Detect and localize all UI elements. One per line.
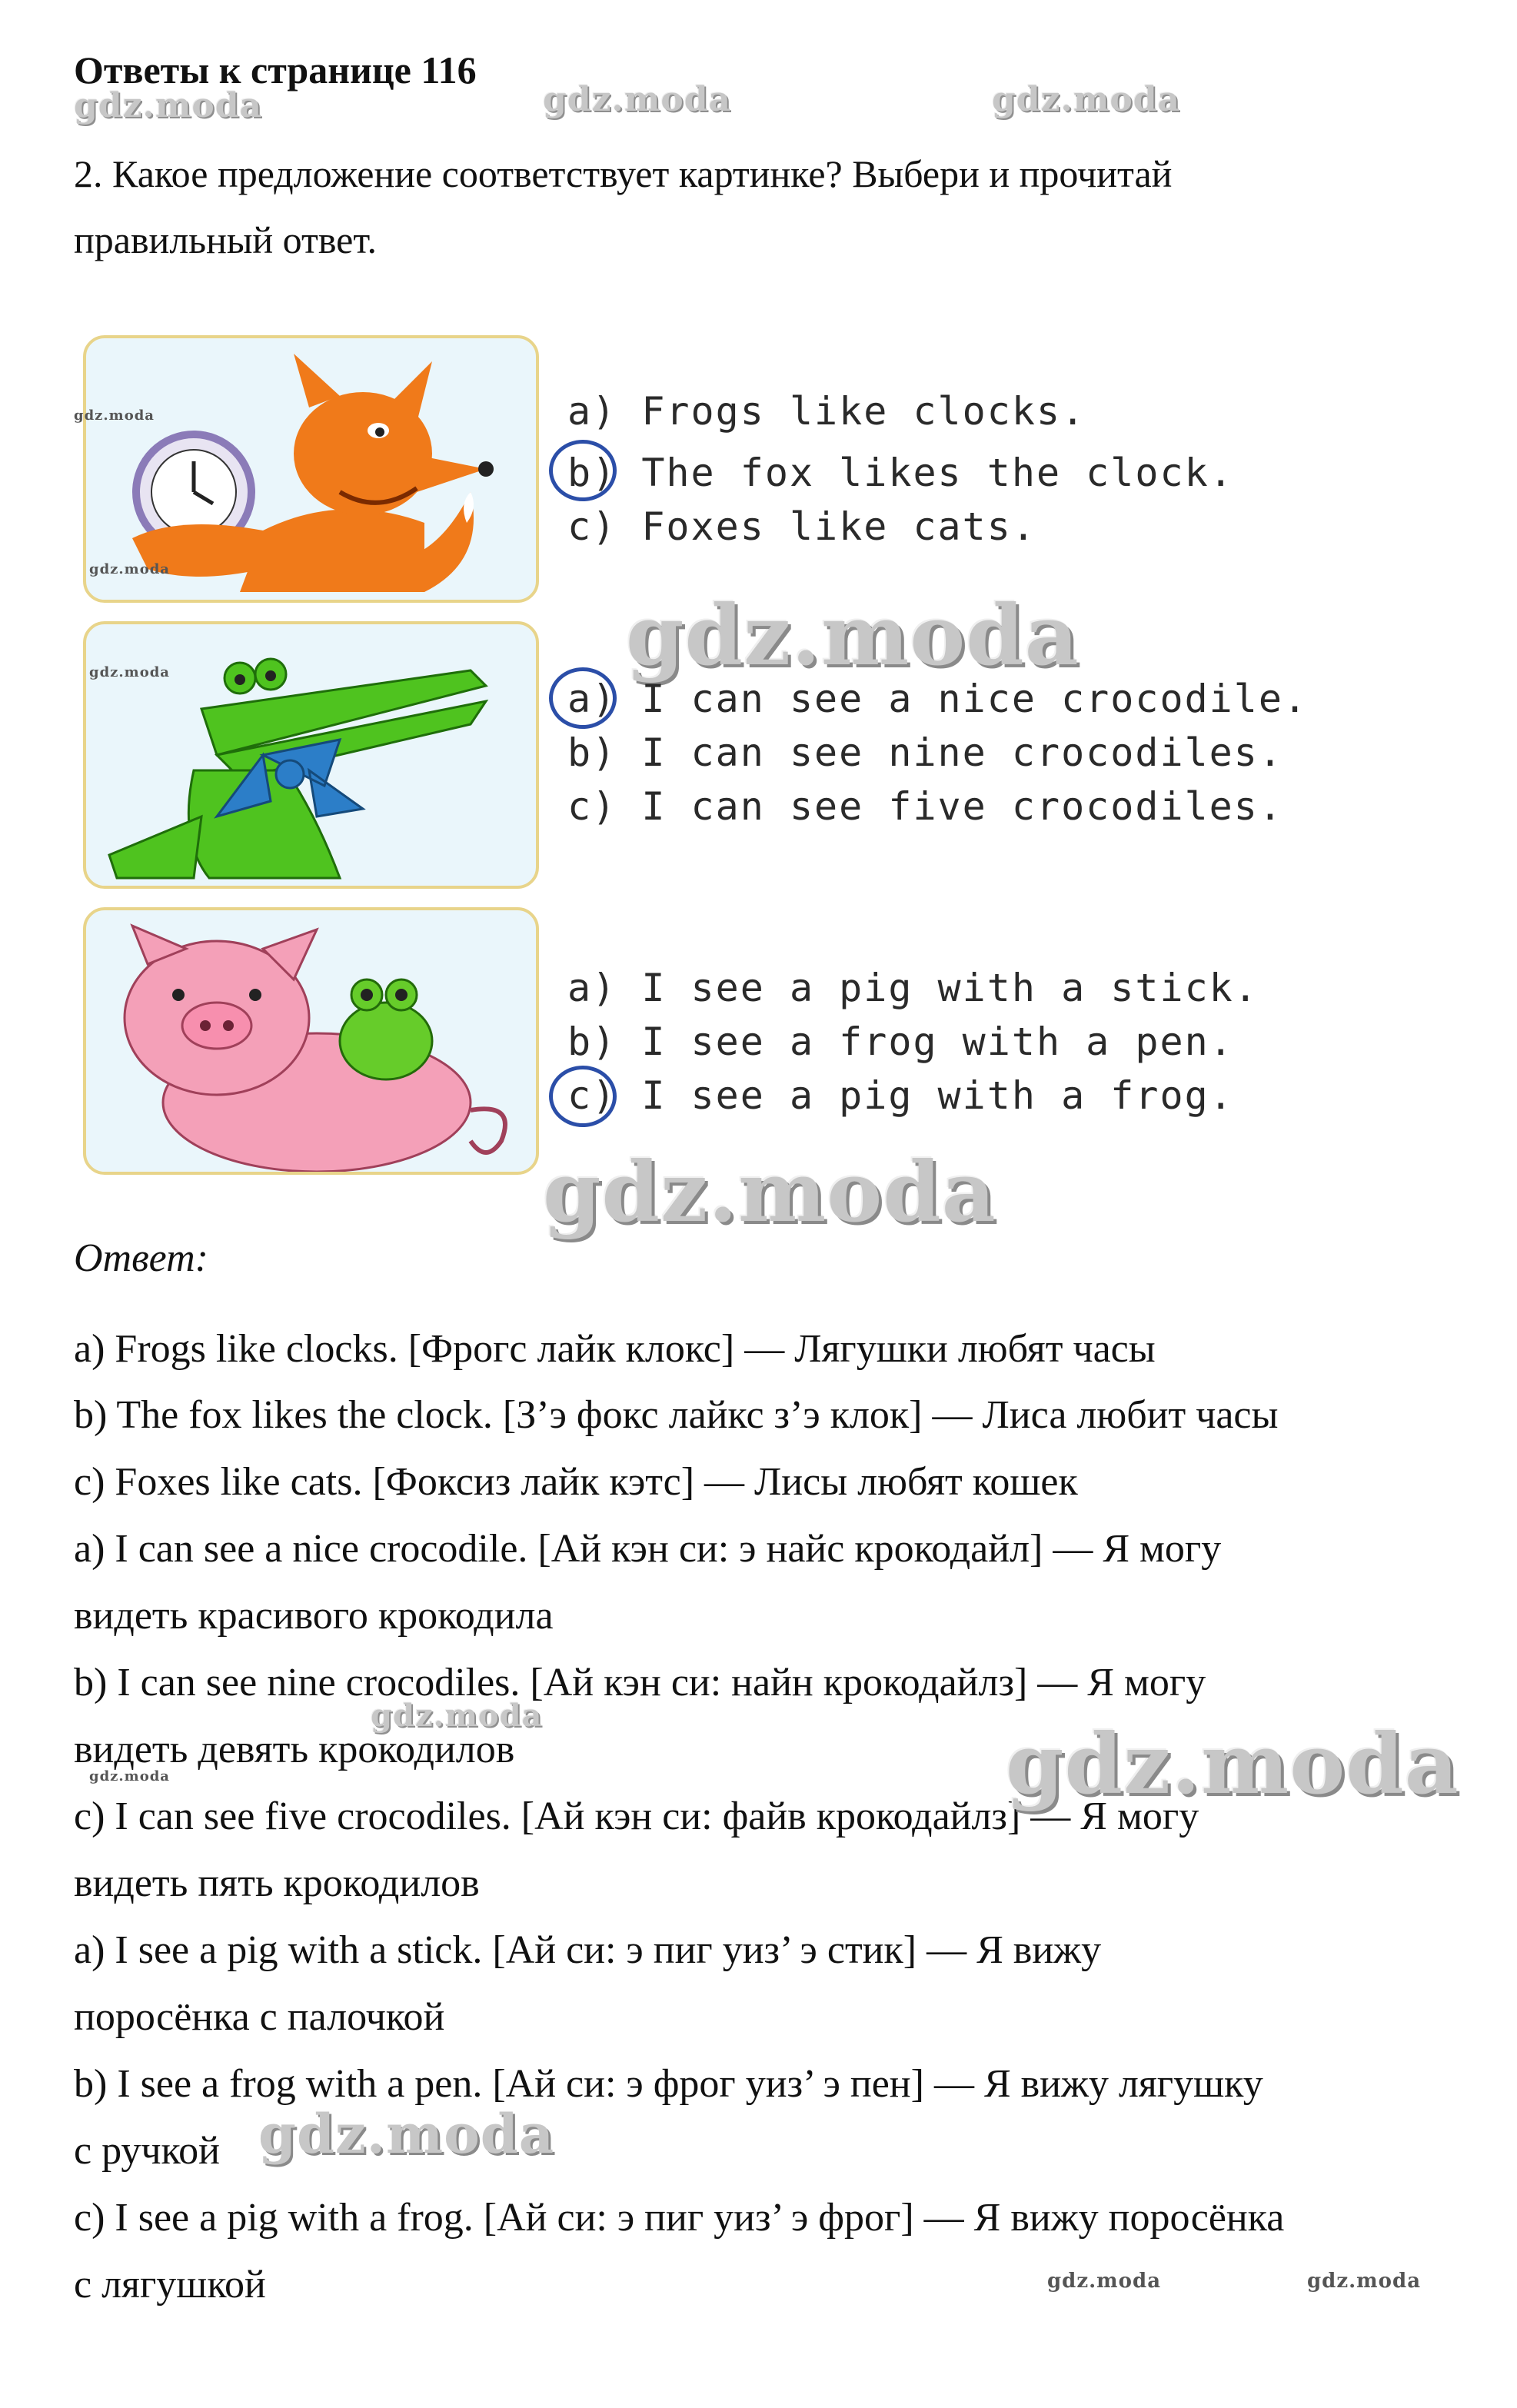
answer-line: видеть девять крокодилов bbox=[74, 1728, 515, 1771]
option-letter: a) bbox=[567, 966, 617, 1010]
option-letter: c) bbox=[567, 1073, 617, 1118]
watermark: gdz.moda bbox=[89, 561, 170, 577]
option-letter: c) bbox=[567, 784, 617, 829]
answer-line: c) I can see five crocodiles. [Ай кэн си: файв крокодайлз] — Я могу bbox=[74, 1794, 1199, 1838]
option-text: I can see nine crocodiles. bbox=[641, 730, 1283, 775]
option-text: The fox likes the clock. bbox=[641, 451, 1234, 495]
crocodile-picture bbox=[83, 621, 539, 889]
option-text: I see a frog with a pen. bbox=[641, 1019, 1234, 1064]
answer-line: видеть пять крокодилов bbox=[74, 1861, 480, 1905]
option-letter: a) bbox=[567, 389, 617, 434]
option-letter: c) bbox=[567, 504, 617, 549]
answer-line: видеть красивого крокодила bbox=[74, 1594, 554, 1638]
answer-line: с лягушкой bbox=[74, 2263, 266, 2307]
watermark: gdz.moda bbox=[1006, 1716, 1459, 1813]
answer-line: c) Foxes like cats. [Фоксиз лайк кэтс] — Лисы любят кошек bbox=[74, 1460, 1078, 1504]
option-text: I can see a nice crocodile. bbox=[641, 677, 1309, 721]
question-text-line2: правильный ответ. bbox=[74, 218, 377, 261]
question-text-line1: 2. Какое предложение соответствует картинке? Выбери и прочитай bbox=[74, 152, 1173, 195]
watermark: gdz.moda bbox=[258, 2102, 555, 2166]
option-row bbox=[567, 730, 1283, 775]
option-row bbox=[567, 389, 1086, 434]
pig-frog-picture bbox=[83, 907, 539, 1175]
option-row bbox=[567, 1019, 1234, 1064]
answer-circle-mark bbox=[549, 667, 617, 729]
watermark: gdz.moda bbox=[543, 1144, 996, 1241]
option-letter: a) bbox=[567, 677, 617, 721]
answer-line: a) Frogs like clocks. [Фрогс лайк клокс] — Лягушки любят часы bbox=[74, 1327, 1156, 1371]
pig-illustration bbox=[86, 910, 536, 1172]
watermark: gdz.moda bbox=[74, 407, 155, 424]
option-row bbox=[567, 1073, 1234, 1118]
answer-circle-mark bbox=[549, 440, 617, 501]
option-row bbox=[567, 504, 1036, 549]
option-row bbox=[567, 784, 1283, 829]
watermark: gdz.moda bbox=[74, 86, 263, 125]
answer-line: a) I can see a nice crocodile. [Ай кэн си: э найс крокодайл] — Я могу bbox=[74, 1527, 1222, 1571]
watermark: gdz.moda bbox=[543, 80, 732, 119]
crocodile-illustration bbox=[86, 624, 536, 886]
answer-line: с ручкой bbox=[74, 2129, 220, 2173]
answer-line: b) I can see nine crocodiles. [Ай кэн си: найн крокодайлз] — Я могу bbox=[74, 1661, 1206, 1705]
answer-line: b) I see a frog with a pen. [Ай си: э фрог уиз’ э пен] — Я вижу лягушку bbox=[74, 2062, 1263, 2106]
option-letter: b) bbox=[567, 1019, 617, 1064]
watermark: gdz.moda bbox=[371, 1698, 543, 1734]
page-title: Ответы к странице 116 bbox=[74, 48, 477, 91]
option-row bbox=[567, 966, 1259, 1010]
option-row bbox=[567, 451, 1234, 495]
answer-label: Ответ: bbox=[74, 1236, 208, 1280]
watermark: gdz.moda bbox=[1047, 2270, 1162, 2293]
answer-line: c) I see a pig with a frog. [Ай си: э пиг уиз’ э фрог] — Я вижу поросёнка bbox=[74, 2196, 1285, 2240]
option-letter: b) bbox=[567, 451, 617, 495]
option-text: Foxes like cats. bbox=[641, 504, 1036, 549]
answer-circle-mark bbox=[549, 1066, 617, 1127]
option-text: I can see five crocodiles. bbox=[641, 784, 1283, 829]
answer-line: поросёнка с палочкой bbox=[74, 1995, 445, 2039]
fox-illustration bbox=[86, 338, 536, 600]
option-row bbox=[567, 677, 1308, 721]
answer-line: a) I see a pig with a stick. [Ай си: э пиг уиз’ э стик] — Я вижу bbox=[74, 1928, 1102, 1972]
watermark: gdz.moda bbox=[89, 1768, 170, 1784]
option-text: I see a pig with a frog. bbox=[641, 1073, 1234, 1118]
watermark: gdz.moda bbox=[626, 587, 1080, 684]
option-text: I see a pig with a stick. bbox=[641, 966, 1259, 1010]
answer-line: b) The fox likes the clock. [З’э фокс лайкс з’э клок] — Лиса любит часы bbox=[74, 1393, 1279, 1437]
option-letter: b) bbox=[567, 730, 617, 775]
watermark: gdz.moda bbox=[992, 80, 1181, 119]
watermark: gdz.moda bbox=[89, 664, 170, 680]
watermark: gdz.moda bbox=[1307, 2270, 1422, 2293]
option-text: Frogs like clocks. bbox=[641, 389, 1086, 434]
